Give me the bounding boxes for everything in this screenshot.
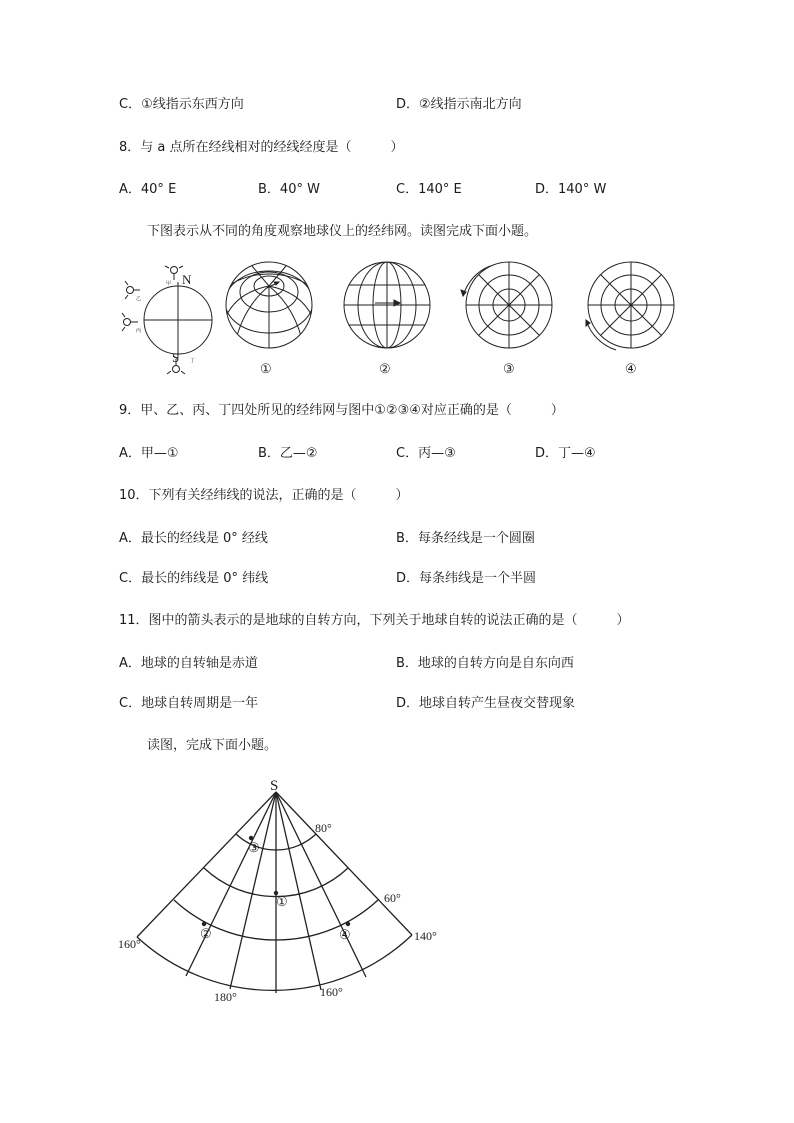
q8-option-d: D．140° W bbox=[535, 182, 607, 197]
figure-label-1: ① bbox=[260, 361, 272, 376]
pole-s-label: S bbox=[172, 350, 180, 365]
graticule-views-figure bbox=[112, 258, 692, 380]
globe-oblique-view bbox=[211, 262, 327, 358]
q9-stem: 9．甲、乙、丙、丁四处所见的经纬网与图中①②③④对应正确的是（ ） bbox=[119, 403, 564, 418]
q7-option-d: D．②线指示南北方向 bbox=[396, 97, 522, 112]
lon-160-left-label: 160° bbox=[118, 937, 141, 951]
q11-option-d: D．地球自转产生昼夜交替现象 bbox=[396, 696, 576, 711]
q9-option-d: D．丁—④ bbox=[535, 446, 596, 461]
q9-option-a: A．甲—① bbox=[119, 446, 179, 461]
globe-polar-view-3 bbox=[461, 262, 552, 348]
ding-label: 丁 bbox=[190, 359, 196, 364]
q10-stem: 10．下列有关经纬线的说法，正确的是（ ） bbox=[119, 488, 409, 503]
q9-option-b: B．乙—② bbox=[258, 446, 318, 461]
point-3-label: ③ bbox=[248, 840, 260, 855]
intro-paragraph-1: 下图表示从不同的角度观察地球仪上的经纬网。读图完成下面小题。 bbox=[147, 224, 538, 239]
point-2-label: ② bbox=[200, 926, 212, 941]
lon-180-bottom-label: 180° bbox=[214, 990, 237, 1004]
lon-140-right-label: 140° bbox=[414, 929, 437, 943]
yi-label: 乙 bbox=[136, 297, 142, 302]
pole-s-label: S bbox=[270, 778, 279, 794]
lon-160-bottom-label: 160° bbox=[320, 985, 343, 999]
south-polar-graticule-map bbox=[110, 772, 460, 1008]
point-1-label: ① bbox=[276, 894, 288, 909]
figure-label-2: ② bbox=[379, 361, 391, 376]
globe-side-view bbox=[344, 262, 430, 348]
intro-paragraph-2: 读图，完成下面小题。 bbox=[147, 738, 278, 753]
point-4-label: ④ bbox=[339, 927, 351, 942]
q10-option-c: C．最长的纬线是 0° 纬线 bbox=[119, 571, 269, 586]
q10-option-d: D．每条纬线是一个半圆 bbox=[396, 571, 537, 586]
q11-option-c: C．地球自转周期是一年 bbox=[119, 696, 259, 711]
q10-option-a: A．最长的经线是 0° 经线 bbox=[119, 531, 268, 546]
q8-stem: 8．与 a 点所在经线相对的经线经度是（ ） bbox=[119, 140, 404, 155]
q8-option-c: C．140° E bbox=[396, 182, 462, 197]
q11-option-a: A．地球的自转轴是赤道 bbox=[119, 656, 258, 671]
observer-jia-icon bbox=[165, 266, 183, 280]
bing-label: 丙 bbox=[136, 329, 142, 334]
figure-label-4: ④ bbox=[625, 361, 637, 376]
lat-60-label: 60° bbox=[384, 891, 401, 905]
figure-label-3: ③ bbox=[503, 361, 515, 376]
q8-option-a: A．40° E bbox=[119, 182, 177, 197]
lat-80-label: 80° bbox=[315, 821, 332, 835]
q8-option-b: B．40° W bbox=[258, 182, 320, 197]
q11-option-b: B．地球的自转方向是自东向西 bbox=[396, 656, 574, 671]
q10-option-b: B．每条经线是一个圆圈 bbox=[396, 531, 535, 546]
q11-stem: 11．图中的箭头表示的是地球的自转方向，下列关于地球自转的说法正确的是（ ） bbox=[119, 613, 630, 628]
pole-n-label: N bbox=[182, 272, 192, 287]
q7-option-c: C．①线指示东西方向 bbox=[119, 97, 244, 112]
q9-option-c: C．丙—③ bbox=[396, 446, 456, 461]
globe-polar-view-4 bbox=[586, 262, 674, 350]
jia-label: 甲 bbox=[166, 282, 172, 287]
